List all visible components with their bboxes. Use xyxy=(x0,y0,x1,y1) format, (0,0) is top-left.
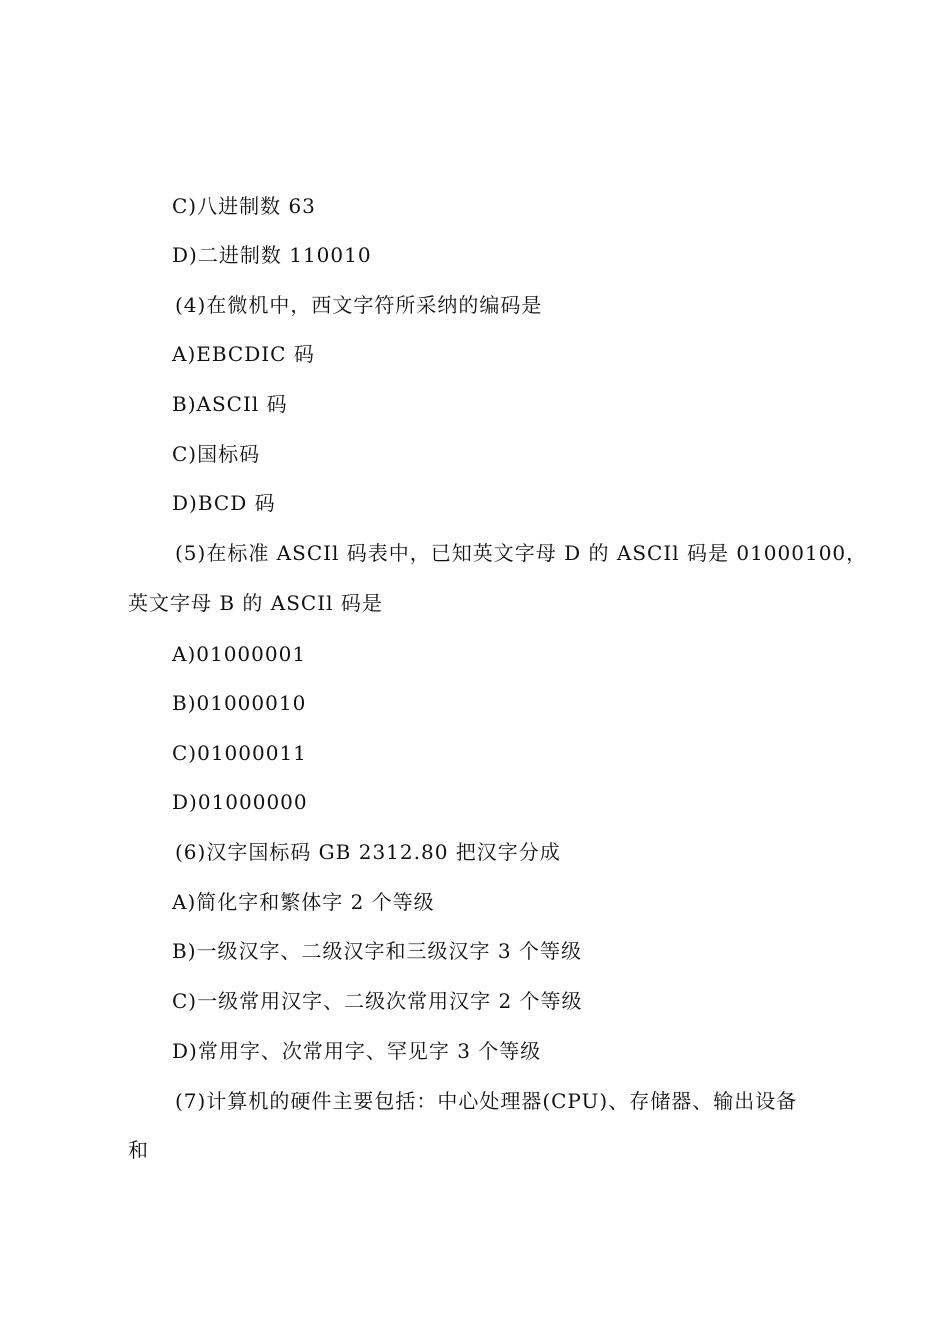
question-6: (6)汉字国标码 GB 2312.80 把汉字分成 xyxy=(175,840,561,864)
question-5-option-d: D)01000000 xyxy=(172,790,308,814)
question-6-option-d: D)常用字、次常用字、罕见字 3 个等级 xyxy=(172,1039,542,1063)
question-4: (4)在微机中，西文字符所采纳的编码是 xyxy=(175,293,543,317)
question-4-option-b: B)ASCIl 码 xyxy=(172,392,288,416)
option-d-binary: D)二进制数 110010 xyxy=(172,243,372,267)
question-4-option-d: D)BCD 码 xyxy=(172,491,276,515)
question-5-option-a: A)01000001 xyxy=(172,642,307,666)
question-4-option-a: A)EBCDIC 码 xyxy=(172,342,315,366)
question-7-continuation: 和 xyxy=(128,1138,149,1162)
question-5-option-b: B)01000010 xyxy=(172,691,307,715)
question-4-option-c: C)国标码 xyxy=(172,442,261,466)
question-6-option-b: B)一级汉字、二级汉字和三级汉字 3 个等级 xyxy=(172,939,582,963)
question-6-option-a: A)简化字和繁体字 2 个等级 xyxy=(172,890,435,914)
question-5: (5)在标准 ASCIl 码表中，已知英文字母 D 的 ASCIl 码是 01000100， xyxy=(175,541,868,565)
option-c-octal: C)八进制数 63 xyxy=(172,194,316,218)
question-7: (7)计算机的硬件主要包括：中心处理器(CPU)、存储器、输出设备 xyxy=(175,1089,798,1113)
question-6-option-c: C)一级常用汉字、二级次常用汉字 2 个等级 xyxy=(172,989,583,1013)
question-5-continuation: 英文字母 B 的 ASCIl 码是 xyxy=(128,591,383,615)
question-5-option-c: C)01000011 xyxy=(172,741,307,765)
